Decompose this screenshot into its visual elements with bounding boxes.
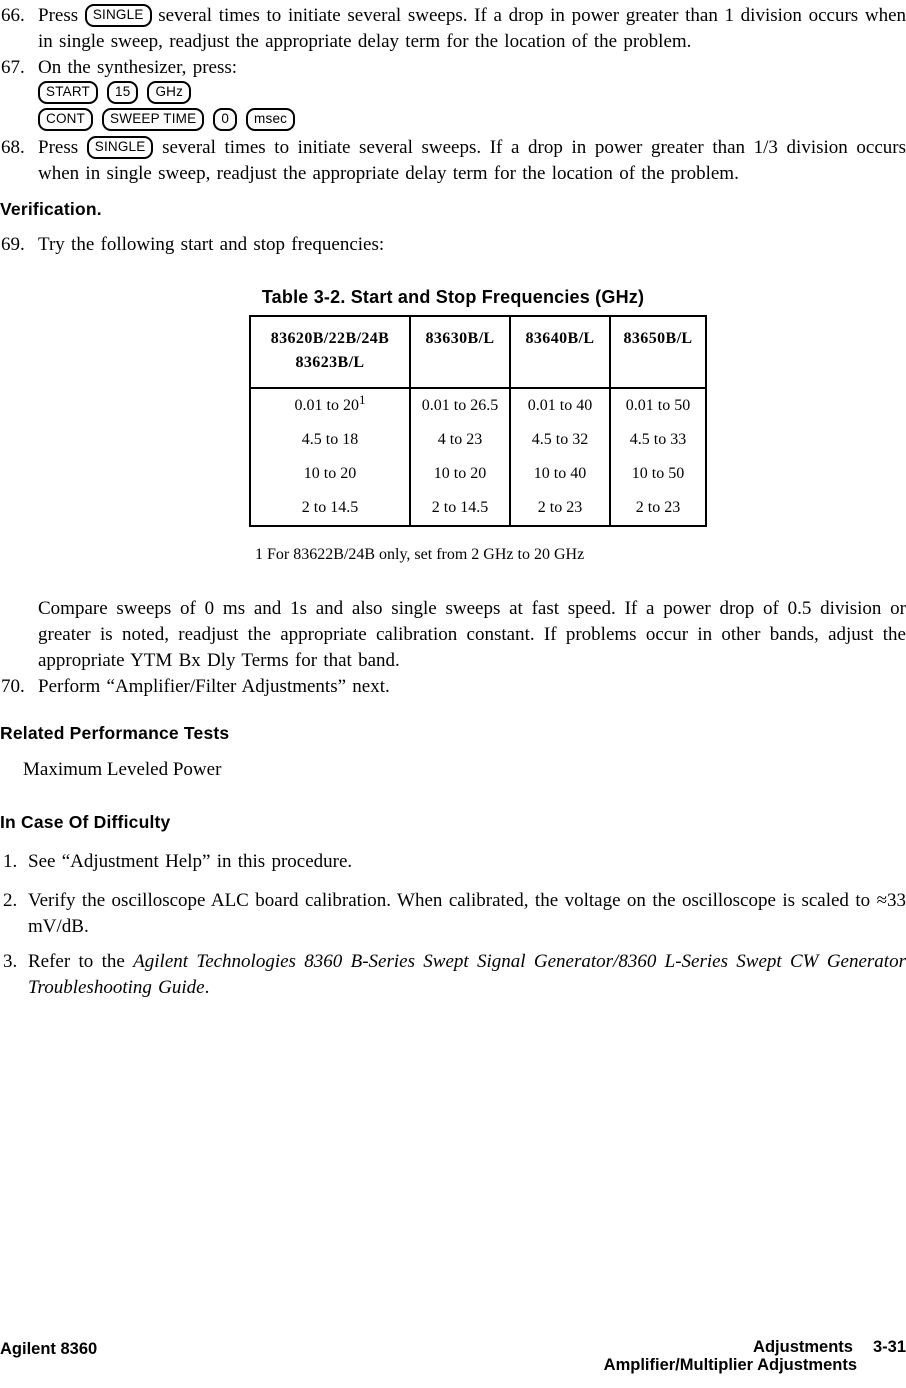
step-number: 70. [1,676,25,697]
key-row-2 [38,108,906,135]
step-66-text-pre: Press [38,5,79,26]
compare-sweeps-paragraph: Compare sweeps of 0 ms and 1s and also single sweeps at fast speed. If a power drop of 0.5 division or greater is noted, readjust the appropriate calibration constant. If problems occur in other bands, adjust the appropriate YTM Bx Dly Terms for that band. [38,598,906,671]
table-cell: 0.01 to 40 [510,388,610,423]
step-70 [0,674,906,700]
table-cell: 4.5 to 18 [250,423,410,457]
table-cell: 4.5 to 32 [510,423,610,457]
item-number: 2. [3,890,18,911]
step-number: 69. [1,234,25,255]
verification-heading: Verification. [0,199,102,219]
step-66-text-post: several times to initiate several sweeps. If a drop in power greater than 1 division occurs when in single sweep, readjust the appropriate delay term for the location of the problem. [38,5,906,52]
table-footnote: 1 For 83622B/24B only, set from 2 GHz to 20 GHz [255,546,585,563]
difficulty-item-3-text-post: . [204,977,210,998]
step-69-text: Try the following start and stop frequencies: [38,234,385,255]
table-row [250,457,706,491]
start-key: START [38,81,98,104]
step-70-text: Perform “Amplifier/Filter Adjustments” next. [38,676,390,697]
single-key: SINGLE [85,4,152,27]
footer-section-line [0,1338,906,1356]
frequencies-table [249,315,707,527]
step-68 [0,135,906,187]
table-cell: 10 to 20 [250,457,410,491]
difficulty-item-2 [0,888,906,940]
ghz-key: GHz [147,81,191,104]
table-cell: 4 to 23 [410,423,510,457]
page-footer [0,1338,906,1374]
table-row [250,388,706,423]
footnote-marker: 1 [358,392,366,407]
header-col1-line2: 83623B/L [295,354,365,371]
cont-key: CONT [38,108,93,131]
cell-text: 0.01 to 20 [294,397,359,414]
footer-subsection: Amplifier/Multiplier Adjustments [603,1356,857,1374]
table-cell [250,388,410,423]
difficulty-item-1 [0,849,906,875]
difficulty-item-3 [0,949,906,1001]
header-col1-line1: 83620B/22B/24B [270,330,390,347]
step-69 [0,232,906,258]
item-number: 1. [3,851,18,872]
in-case-of-difficulty-heading: In Case Of Difficulty [0,812,171,832]
footer-page-number: 3-31 [872,1338,906,1356]
table-cell: 2 to 23 [510,491,610,526]
difficulty-item-3-text-pre: Refer to the [28,951,125,972]
step-68-text-post: several times to initiate several sweeps. If a drop in power greater than 1/3 division occurs when in single sweep, readjust the appropriate delay term for the location of the problem. [38,137,906,184]
footer-section: Adjustments [753,1338,853,1356]
step-66 [0,3,906,55]
table-cell: 2 to 14.5 [410,491,510,526]
difficulty-item-1-text: See “Adjustment Help” in this procedure. [28,851,353,872]
table-cell: 2 to 23 [610,491,706,526]
related-performance-tests-heading: Related Performance Tests [0,723,230,743]
step-number: 67. [1,57,25,78]
step-67-text: On the synthesizer, press: [38,57,238,78]
difficulty-item-2-text: Verify the oscilloscope ALC board calibration. When calibrated, the voltage on the oscilloscope is scaled to ≈33 mV/dB. [28,890,906,937]
item-number: 3. [3,951,18,972]
table-title: Table 3-2. Start and Stop Frequencies (GHz) [261,287,645,307]
table-header-cell: 83630B/L [410,316,510,388]
table-header-cell [250,316,410,388]
fifteen-key: 15 [107,81,138,104]
table-cell: 0.01 to 26.5 [410,388,510,423]
table-row [250,423,706,457]
single-key: SINGLE [87,136,154,159]
step-68-text-pre: Press [38,137,79,158]
footer-product: Agilent 8360 [0,1340,98,1358]
step-67 [0,55,906,135]
msec-key: msec [246,108,295,131]
table-header-cell: 83650B/L [610,316,706,388]
sweep-time-key: SWEEP TIME [102,108,204,131]
step-number: 68. [1,137,25,158]
table-cell: 10 to 50 [610,457,706,491]
table-cell: 10 to 20 [410,457,510,491]
table-cell: 2 to 14.5 [250,491,410,526]
table-row [250,491,706,526]
book-title: Agilent Technologies 8360 B-Series Swept Signal Generator/8360 L-Series Swept CW Generator Troubleshooting Guide [28,951,906,998]
table-header-cell: 83640B/L [510,316,610,388]
zero-key: 0 [213,108,237,131]
related-test-item: Maximum Leveled Power [23,759,222,780]
step-number: 66. [1,5,25,26]
table-cell: 10 to 40 [510,457,610,491]
table-cell: 4.5 to 33 [610,423,706,457]
table-cell: 0.01 to 50 [610,388,706,423]
table-header-row [250,316,706,388]
footer-right [0,1338,906,1374]
key-row-1 [38,81,906,108]
